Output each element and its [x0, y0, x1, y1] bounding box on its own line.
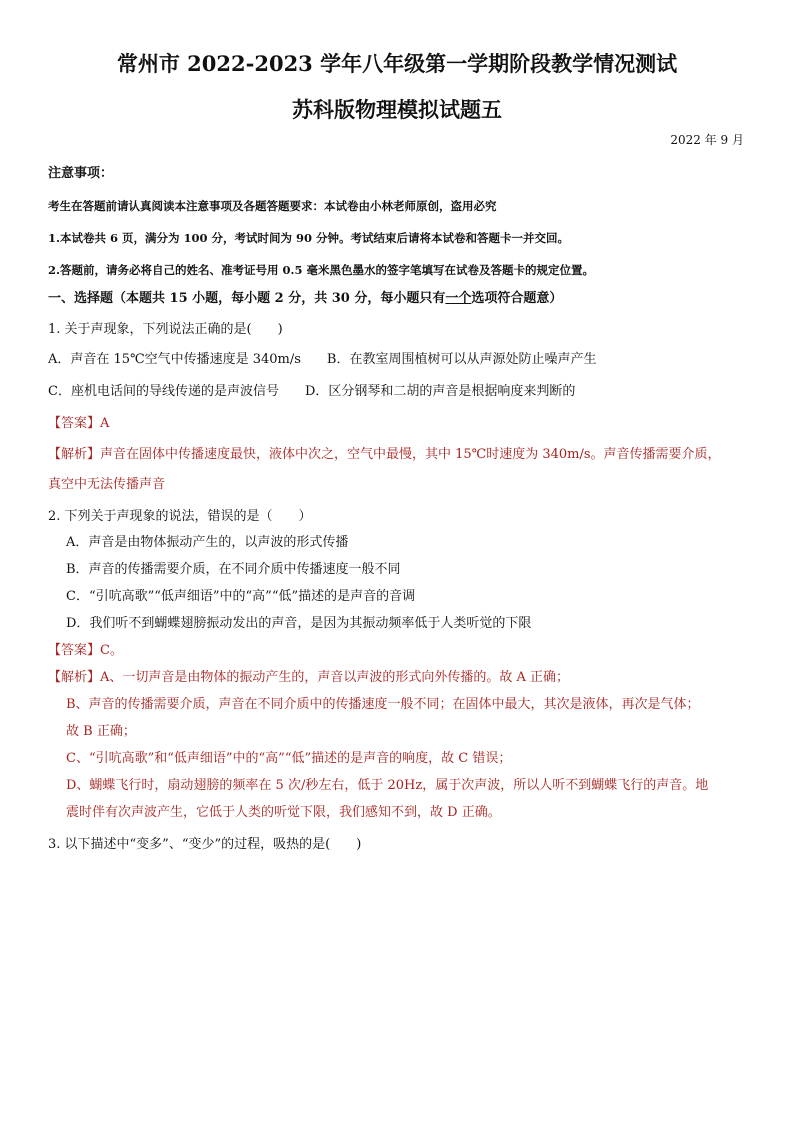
page-subtitle: 苏科版物理模拟试题五	[292, 97, 502, 122]
section-heading-part-2: 选项符合题意）	[471, 291, 563, 306]
q1-options-cd: C．座机电话间的导线传递的是声波信号 D．区分钢琴和二胡的声音是根据响度来判断的	[48, 384, 576, 399]
notice-item-1: 1.本试卷共 6 页，满分为 100 分，考试时间为 90 分钟。考试结束后请将本试卷和答题卡一并交回。	[48, 231, 570, 245]
q1-options-ab: A．声音在 15℃空气中传播速度是 340m/s B．在教室周围植树可以从声源处防止噪声产生	[48, 352, 597, 367]
section-heading-part-1: 一、选择题（本题共 15 小题，每小题 2 分，共 30 分，每小题只有	[48, 291, 446, 306]
q2-analysis-line-4: C、“引吭高歌”和“低声细语”中的“高”“低”描述的是声音的响度，故 C 错误；	[66, 751, 512, 766]
q2-stem: 2. 下列关于声现象的说法，错误的是（ ）	[48, 509, 312, 524]
q2-option-a: A．声音是由物体振动产生的，以声波的形式传播	[66, 535, 349, 550]
q3-stem: 3. 以下描述中“变多”、“变少”的过程，吸热的是( )	[48, 837, 362, 852]
q1-answer: 【答案】A	[48, 416, 110, 431]
notice-item-2: 2.答题前，请务必将自己的姓名、准考证号用 0.5 毫米黑色墨水的签字笔填写在试卷及答题卡的规定位置。	[48, 263, 595, 277]
page-title: 常州市 2022-2023 学年八年级第一学期阶段教学情况测试	[116, 51, 678, 76]
q2-answer: 【答案】C。	[48, 643, 123, 658]
q1-analysis-line-2: 真空中无法传播声音	[48, 477, 166, 492]
q2-option-b: B．声音的传播需要介质，在不同介质中传播速度一般不同	[66, 562, 401, 577]
q1-stem: 1. 关于声现象，下列说法正确的是( )	[48, 322, 283, 337]
section-heading	[48, 290, 562, 308]
q2-option-c: C．“引吭高歌”“低声细语”中的“高”“低”描述的是声音的音调	[66, 589, 416, 604]
q2-analysis-line-6: 震时伴有次声波产生，它低于人类的听觉下限，我们感知不到，故 D 正确。	[66, 805, 501, 820]
q1-analysis-line-1: 【解析】声音在固体中传播速度最快，液体中次之，空气中最慢，其中 15℃时速度为 340m/s。声音传播需要介质，	[48, 447, 721, 462]
q2-analysis-line-1	[48, 669, 569, 687]
q2-analysis-line-2: B、声音的传播需要介质，声音在不同介质中的传播速度一般不同；在固体中最大，其次是液体，再次是气体；	[66, 697, 700, 712]
exam-date: 2022 年 9 月	[670, 133, 744, 147]
q2-analysis-line-3: 故 B 正确；	[66, 724, 136, 739]
q2-analysis-line-5: D、蝴蝶飞行时，扇动翅膀的频率在 5 次/秒左右，低于 20Hz，属于次声波，所以人听不到蝴蝶飞行的声音。地	[66, 778, 709, 793]
q2-analysis-text-1: A、一切声音是由物体的振动产生的，声音以声波的形式向外传播的。故 A 正确；	[100, 670, 570, 685]
notice-intro: 考生在答题前请认真阅读本注意事项及各题答题要求：本试卷由小林老师原创，盗用必究	[48, 199, 497, 213]
notice-heading: 注意事项：	[48, 166, 114, 181]
q2-analysis-label: 【解析】	[48, 670, 101, 685]
q2-option-d: D．我们听不到蝴蝶翅膀振动发出的声音，是因为其振动频率低于人类听觉的下限	[66, 616, 532, 631]
section-heading-emphasis: 一个	[445, 291, 472, 306]
